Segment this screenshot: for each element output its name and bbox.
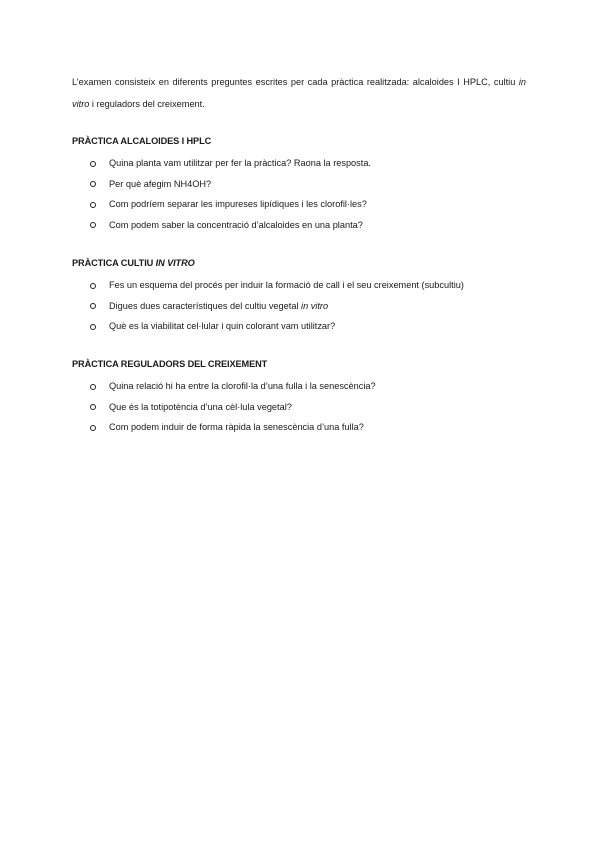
question-text: Digues dues característiques del cultiu vegetal [109,300,302,311]
question-item [72,376,532,397]
circle-bullet-icon [90,404,96,410]
question-list [72,376,532,438]
section-reguladors-creixement [72,357,532,438]
question-list [72,275,532,337]
section-title-text: PRÀCTICA CULTIU [72,258,156,268]
section-title [72,357,532,371]
intro-text: L’examen consisteix en diferents preguntes escrites per cada pràctica realitzada: alcaloides I HPLC, cultiu [72,77,519,87]
question-italic-text: in vitro [301,300,329,311]
question-text: Què es la viabilitat cel·lular i quin colorant vam utilitzar? [109,321,336,331]
question-item [72,296,532,317]
section-title-text: PRÀCTICA ALCALOIDES I HPLC [72,136,212,146]
question-text: Quina relació hi ha entre la clorofil·la d’una fulla i la senescència? [109,381,376,391]
circle-bullet-icon [90,324,96,330]
question-item [72,153,532,174]
section-cultiu-in-vitro [72,256,532,337]
section-title-text: PRÀCTICA REGULADORS DEL CREIXEMENT [72,359,268,369]
question-text: Com podem saber la concentració d’alcaloides en una planta? [109,219,363,230]
question-item [72,194,532,215]
section-alcaloides-hplc [72,134,532,235]
question-item [72,215,532,236]
section-title [72,134,532,148]
circle-bullet-icon [90,283,96,289]
question-text: Per què afegim NH4OH? [109,178,212,189]
circle-bullet-icon [90,181,96,187]
circle-bullet-icon [90,425,96,431]
question-text: Que és la totipotència d’una cèl·lula vegetal? [109,401,292,412]
question-item [72,275,532,296]
circle-bullet-icon [90,303,96,309]
question-item [72,316,532,337]
section-title-italic: IN VITRO [155,258,195,268]
question-text: Com podem induir de forma ràpida la senescència d’una fulla? [109,422,364,432]
question-text: Fes un esquema del procés per induir la formació de call i el seu creixement (subcultiu) [109,280,464,290]
question-item [72,417,532,438]
intro-text-end: i reguladors del creixement. [89,99,205,109]
question-list [72,153,532,235]
question-item [72,397,532,418]
intro-paragraph [72,71,526,115]
circle-bullet-icon [90,384,96,390]
question-item [72,174,532,195]
intro-italic-text: in vitro [72,77,526,109]
circle-bullet-icon [90,202,96,208]
question-text: Quina planta vam utilitzar per fer la pràctica? Raona la resposta. [109,158,371,168]
circle-bullet-icon [90,222,96,228]
question-text: Com podríem separar les impureses lipídiques i les clorofil·les? [109,199,367,209]
circle-bullet-icon [90,161,96,167]
section-title [72,256,532,270]
